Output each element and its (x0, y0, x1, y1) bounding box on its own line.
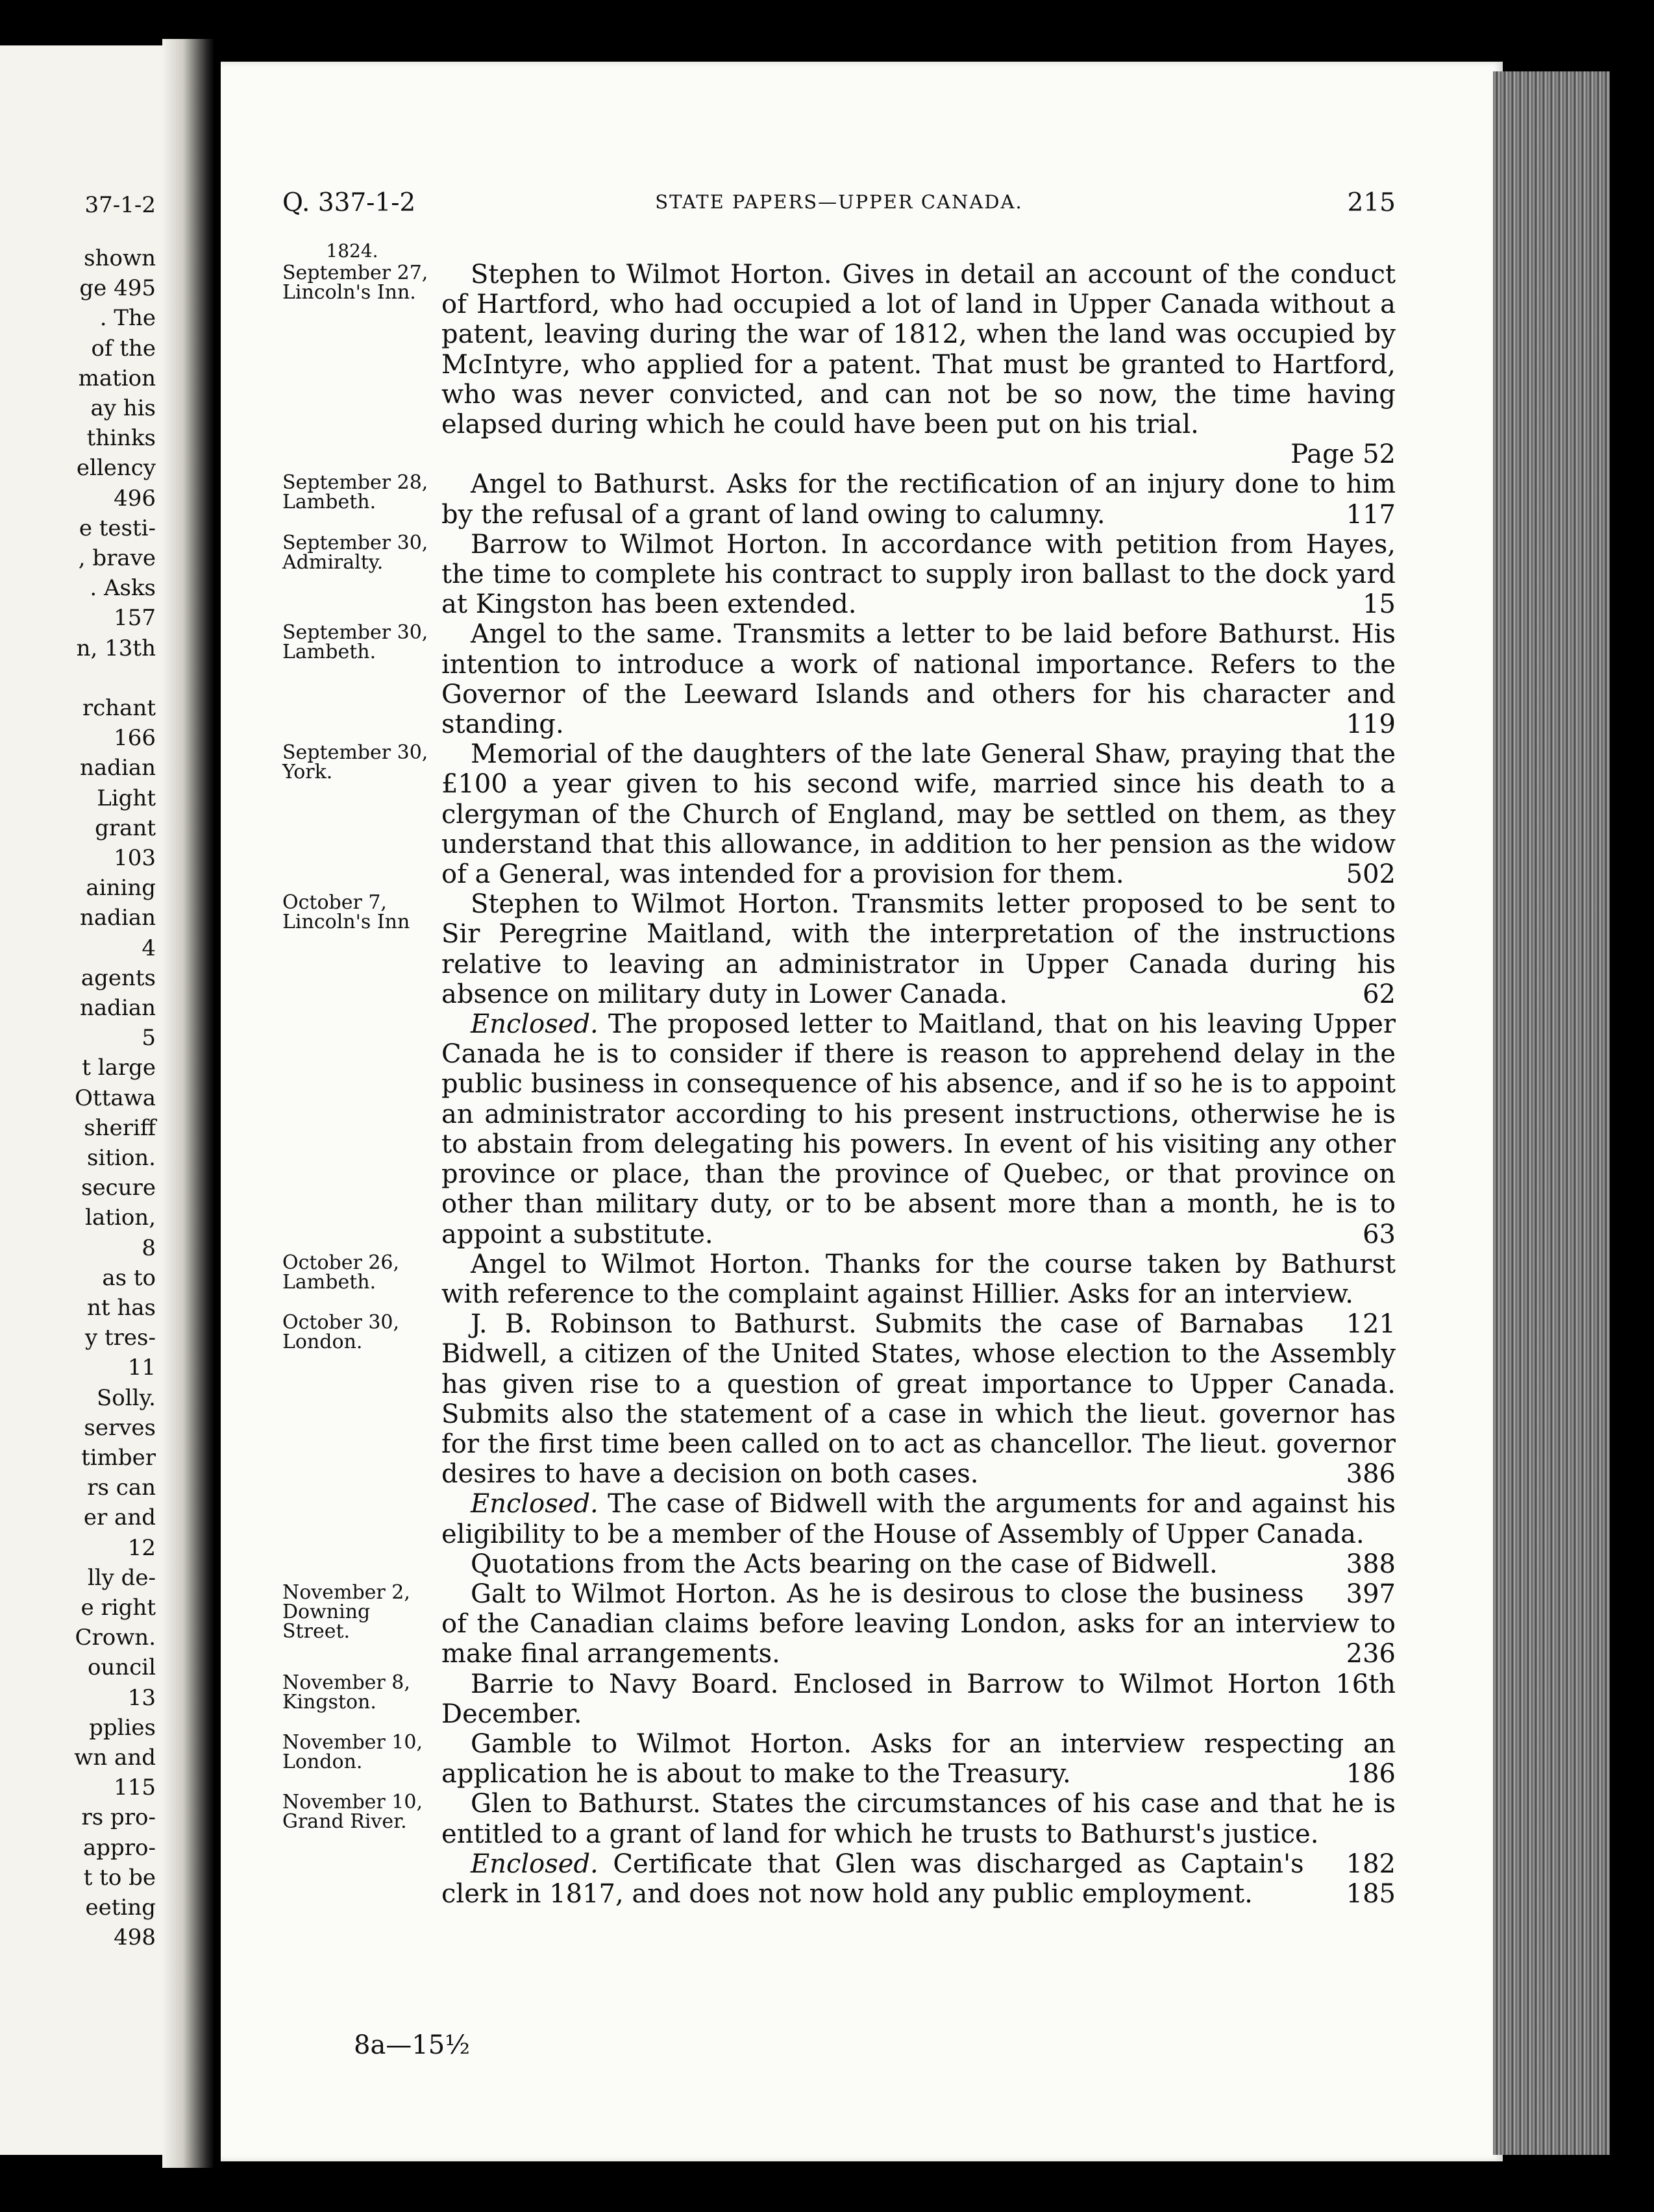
entry-place: Admiralty. (282, 550, 384, 574)
facing-page-line: rchant (82, 695, 156, 721)
signature-mark: 8a—15½ (354, 2030, 470, 2060)
facing-page-line: appro- (82, 1834, 156, 1861)
page-header (282, 188, 1396, 227)
entry-text (441, 1849, 1396, 1909)
facing-page-line: e testi- (79, 515, 156, 541)
facing-page-line: . Asks (90, 575, 156, 602)
facing-page-line: 13 (127, 1684, 156, 1711)
entry-date: September 27, (282, 262, 428, 284)
entry-summary: Gamble to Wilmot Horton. Asks for an interview respecting an application he is about to make to the Treasury. (441, 1728, 1396, 1789)
facing-page-line: eeting (85, 1895, 156, 1921)
facing-page-line: shown (84, 245, 156, 271)
facing-page-line: pplies (89, 1714, 156, 1741)
facing-page-line: nadian (80, 995, 156, 1021)
entry-place: Lincoln's Inn. (282, 281, 416, 304)
facing-page-line: thinks (86, 425, 156, 452)
folio-reference: 63 (1363, 1219, 1396, 1249)
facing-page-line: grant (95, 815, 156, 841)
entry-date-place (282, 623, 428, 662)
facing-page-line: 4 (142, 935, 156, 961)
entry-summary: Certificate that Glen was discharged as Captain's clerk in 1817, and does not now hold any public employment. (441, 1849, 1304, 1909)
calendar-entries (282, 240, 1396, 1909)
entry-date-place (282, 1580, 428, 1643)
facing-page-line: 498 (114, 1924, 156, 1951)
facing-page-line: 12 (127, 1534, 156, 1561)
entry-text (441, 1309, 1396, 1489)
entry-text (441, 1549, 1396, 1609)
entry-text (441, 1579, 1396, 1669)
entry-place: Lincoln's Inn (282, 911, 410, 934)
entry-summary: Memorial of the daughters of the late General Shaw, praying that the £100 a year given to his second wife, married since his death to a clergyman of the Church of England, may be settled on them, as they understand that this allowance, in addition to her pension as the widow of a General, was intended for a provision for them. (441, 739, 1396, 890)
folio-reference: 182 (1346, 1849, 1396, 1879)
entry-date: September 30, (282, 531, 428, 554)
facing-page-line: 5 (142, 1025, 156, 1051)
entry-date: November 8, (282, 1671, 410, 1694)
folio-reference: 502 (1346, 859, 1396, 890)
facing-page-line: er and (83, 1505, 156, 1531)
entry-text (441, 530, 1396, 620)
calendar-entry (282, 469, 1396, 529)
facing-page-line: ellency (76, 455, 156, 482)
facing-page-line: 166 (114, 725, 156, 752)
facing-page-line: . The (99, 305, 156, 332)
facing-page-line: timber (81, 1445, 156, 1471)
entry-summary: Stephen to Wilmot Horton. Transmits letter proposed to be sent to Sir Peregrine Maitland, with the interpretation of the instructions relative to leaving an administrator in Upper Canada during his absence on military duty in Lower Canada. (441, 889, 1396, 1009)
folio-reference: 117 (1346, 499, 1396, 530)
entry-date-place (282, 264, 428, 302)
entry-date-place (282, 1253, 428, 1292)
entry-summary: Glen to Bathurst. States the circumstances of his case and that he is entitled to a grant of land for which he trusts to Bathurst's justice. (441, 1789, 1396, 1849)
entry-place: Lambeth. (282, 641, 376, 664)
series-number: Q. 337-1-2 (282, 188, 416, 217)
facing-page-line: nt has (87, 1295, 156, 1321)
folio-reference: 397 (1346, 1579, 1396, 1609)
entry-summary: Angel to the same. Transmits a letter to be laid before Bathurst. His intention to introduce a work of national importance. Refers to the Governor of the Leeward Islands and others for his character and standing. (441, 619, 1396, 740)
facing-page-line: Ottawa (75, 1085, 156, 1111)
facing-page-line: nadian (80, 755, 156, 781)
entry-summary: Angel to Bathurst. Asks for the rectification of an injury done to him by the refusal of a grant of land owing to calumny. (441, 469, 1396, 530)
facing-page-line: Solly. (96, 1384, 156, 1411)
entry-place: London. (282, 1750, 363, 1773)
entry-text (441, 1249, 1396, 1340)
entry-summary: Quotations from the Acts bearing on the case of Bidwell. (471, 1549, 1218, 1579)
entry-summary: The proposed letter to Maitland, that on his leaving Upper Canada he is to consider if there is reason to apprehend delay in the public business in consequence of his absence, and if so he is to appoint an administrator according to his present instructions, otherwise he is to abstain from delegating his powers. In event of his visiting any other province or place, than the province of Quebec, or that province on other than military duty, or to be absent more than a month, he is to appoint a substitute. (441, 1009, 1396, 1249)
facing-page-line: as to (102, 1264, 156, 1291)
facing-page-line: sition. (86, 1145, 156, 1171)
facing-page-line: 157 (114, 605, 156, 632)
facing-page-line: rs pro- (81, 1804, 156, 1831)
page-edges (1493, 71, 1610, 2155)
facing-page-line: e right (80, 1595, 156, 1621)
entry-date-place (282, 743, 428, 782)
entry-date-place (282, 893, 428, 932)
entry-summary: Barrow to Wilmot Horton. In accordance with petition from Hayes, the time to complete his contract to supply iron ballast to the dock yard at Kingston has been extended. (441, 529, 1396, 620)
facing-page-line: , brave (78, 545, 156, 571)
folio-reference: 185 (1346, 1878, 1396, 1909)
facing-page-line: rs can (87, 1475, 156, 1501)
entry-text (441, 1009, 1396, 1249)
facing-page-line: nadian (80, 905, 156, 931)
facing-page-line: of the (91, 335, 156, 362)
enclosed-label: Enclosed. (471, 1489, 599, 1519)
facing-page-line: 115 (114, 1775, 156, 1801)
folio-reference: Page 52 (1290, 439, 1396, 470)
folio-reference: 62 (1363, 979, 1396, 1009)
entry-summary: Stephen to Wilmot Horton. Gives in detail an account of the conduct of Hartford, who had occupied a lot of land in Upper Canada without a patent, leaving during the war of 1812, when the land was occupied by McIntyre, who applied for a patent. That must be granted to Hartford, who was never convicted, and can not be so now, the time having elapsed during which he could have been put on his trial. (441, 260, 1396, 440)
facing-page-line: Light (97, 785, 156, 811)
facing-page-line: 8 (142, 1235, 156, 1261)
entry-place: Lambeth. (282, 491, 376, 514)
entry-place: London. (282, 1331, 363, 1354)
facing-page-line: agents (80, 965, 156, 991)
entry-summary: Barrie to Navy Board. Enclosed in Barrow to Wilmot Horton 16th December. (441, 1669, 1396, 1729)
calendar-entry (282, 1849, 1396, 1909)
facing-page-line: ouncil (87, 1654, 156, 1681)
calendar-entry (282, 889, 1396, 1009)
entry-date-place (282, 1313, 428, 1352)
entry-date-place (282, 531, 428, 574)
entry-date: November 10, (282, 1791, 423, 1814)
entry-summary: Galt to Wilmot Horton. As he is desirous to close the business of the Canadian claims before leaving London, asks for an interview to make final arrangements. (441, 1579, 1396, 1669)
entry-date-place (282, 1673, 428, 1712)
facing-page-line: ay his (90, 395, 156, 421)
facing-page-line: y tres- (85, 1325, 156, 1351)
folio-reference: 388 (1346, 1549, 1396, 1579)
facing-page-line: ge 495 (79, 275, 156, 302)
entry-text (441, 1729, 1396, 1789)
calendar-entry (282, 1669, 1396, 1729)
entry-date: November 2, (282, 1580, 410, 1604)
book-gutter (162, 39, 214, 2168)
facing-page-line: lation, (85, 1205, 156, 1231)
entry-text (441, 1669, 1396, 1729)
entry-date: September 28, (282, 471, 428, 495)
facing-page-line: t large (82, 1055, 156, 1081)
facing-page-line: 37-1-2 (84, 192, 156, 218)
facing-page-line: 103 (114, 845, 156, 871)
folio-reference: 119 (1346, 709, 1396, 740)
entry-text (441, 469, 1396, 529)
entry-text (441, 889, 1396, 1009)
entry-summary: J. B. Robinson to Bathurst. Submits the case of Barnabas Bidwell, a citizen of the United States, whose election to the Assembly has given rise to a question of great importance to Upper Canada. Submits also the statement of a case in which the lieut. governor has for the first time been called on to act as chancellor. The lieut. governor desires to have a decision on both cases. (441, 1309, 1396, 1490)
calendar-entry (282, 1729, 1396, 1789)
entry-date-place (282, 1730, 428, 1773)
facing-page-line: lly de- (87, 1564, 156, 1591)
entry-place: York. (282, 761, 333, 784)
entry-text (441, 619, 1396, 739)
facing-page-line: mation (78, 365, 156, 391)
entry-date-place (282, 1793, 428, 1832)
folio-reference: 15 (1363, 589, 1396, 620)
page-number: 215 (1347, 188, 1396, 217)
entry-date: September 30, (282, 621, 428, 645)
entry-date: November 10, (282, 1730, 423, 1754)
year-heading: 1824. (326, 240, 378, 262)
facing-page-line: Crown. (75, 1625, 156, 1651)
entry-date-place (282, 473, 428, 512)
facing-page-line: t to be (83, 1864, 156, 1891)
entry-date: October 30, (282, 1311, 400, 1334)
entry-text (441, 739, 1396, 889)
entry-date: September 30, (282, 741, 428, 765)
entry-text (441, 260, 1396, 469)
facing-page-line: wn and (74, 1745, 156, 1771)
enclosed-label: Enclosed. (471, 1009, 599, 1040)
calendar-entry (282, 1579, 1396, 1669)
entry-place: Kingston. (282, 1690, 376, 1714)
calendar-entry (282, 260, 1396, 469)
entry-date: October 7, (282, 891, 387, 915)
facing-page-line: 11 (127, 1355, 156, 1381)
calendar-entry (282, 1309, 1396, 1489)
enclosed-label: Enclosed. (471, 1849, 599, 1879)
folio-reference: 236 (1346, 1639, 1396, 1669)
entry-summary: The case of Bidwell with the arguments for and against his eligibility to be a member of the House of Assembly of Upper Canada. (441, 1489, 1396, 1549)
facing-page-line: secure (81, 1175, 156, 1201)
facing-page-line: sheriff (84, 1114, 156, 1141)
facing-page-line: n, 13th (76, 635, 156, 661)
folio-reference: 186 (1346, 1759, 1396, 1789)
calendar-entry (282, 619, 1396, 739)
entry-summary: Angel to Wilmot Horton. Thanks for the course taken by Bathurst with reference to the complaint against Hillier. Asks for an interview. (441, 1249, 1396, 1309)
entry-date: October 26, (282, 1251, 400, 1274)
facing-page-line: 496 (114, 485, 156, 511)
entry-place: Grand River. (282, 1810, 407, 1834)
entry-place: Lambeth. (282, 1270, 376, 1294)
folio-reference: 121 (1346, 1309, 1396, 1340)
facing-page-line: aining (86, 875, 156, 902)
calendar-entry (282, 739, 1396, 889)
running-title: STATE PAPERS—UPPER CANADA. (655, 191, 1023, 213)
facing-page-line: serves (84, 1414, 156, 1441)
entry-place: Downing Street. (282, 1600, 371, 1643)
folio-reference: 386 (1346, 1459, 1396, 1490)
calendar-entry (282, 530, 1396, 620)
calendar-entry (282, 1009, 1396, 1249)
